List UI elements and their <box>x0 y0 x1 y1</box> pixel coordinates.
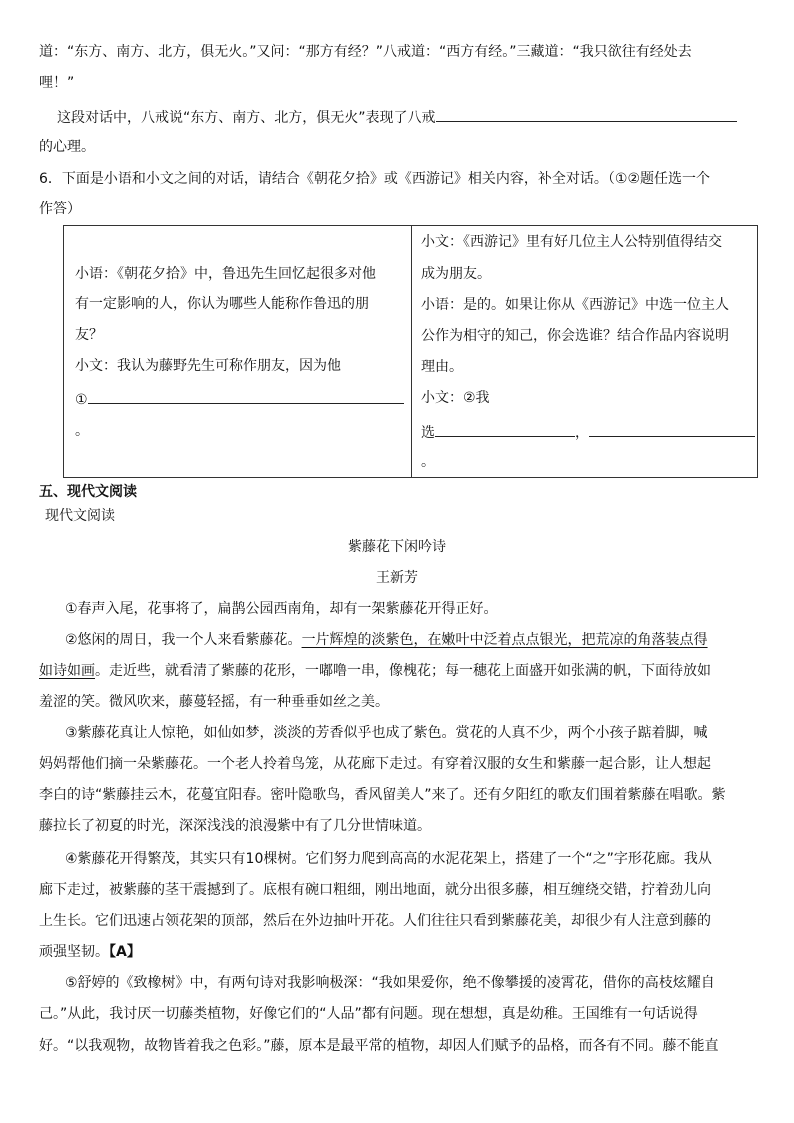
article-author: 王新芳 <box>376 570 418 586</box>
q5-prompt <box>57 106 737 128</box>
p2-text-2: 。走近些，就看清了紫藤的花形，一嘟噜一串，像槐花；每一穗花上面盛开如张满的帆，下面待放如 <box>95 663 711 679</box>
q6-question-line-2: 作答） <box>39 201 81 217</box>
right-cell-answer-2 <box>421 421 755 443</box>
right-cell-line-6: 小文：②我 <box>421 390 490 406</box>
paragraph-4-line-2: 廊下走过，被紫藤的茎干震撼到了。底根有碗口粗细，刚出地面，就分出很多藤，相互缠绕交错，拧着劲儿向 <box>39 882 711 898</box>
answer-2-choice-blank[interactable] <box>435 421 575 437</box>
paragraph-4-line-1: ④紫藤花开得繁茂，其实只有10棵树。它们努力爬到高高的水泥花架上，搭建了一个“之”字形花廊。我从 <box>65 851 712 867</box>
section-subheading: 现代文阅读 <box>45 508 115 524</box>
right-cell-line-4: 公作为相守的知己，你会选谁？结合作品内容说明 <box>421 328 729 344</box>
q5-text-line-2: 哩！” <box>39 75 75 91</box>
blank-marker-a: 【A】 <box>109 944 141 960</box>
article-title: 紫藤花下闲吟诗 <box>348 539 446 555</box>
paragraph-3-line-1: ③紫藤花真让人惊艳，如仙如梦，淡淡的芳香似乎也成了紫色。赏花的人真不少，两个小孩子踮着脚，喊 <box>65 725 708 741</box>
q5-prompt-text: 这段对话中，八戒说“东方、南方、北方，俱无火”表现了八戒 <box>57 110 436 126</box>
paragraph-2-line-2 <box>39 661 711 681</box>
left-cell-line-1: 小语：《朝花夕拾》中，鲁迅先生回忆起很多对他 <box>75 266 376 282</box>
p2-underlined-end: 如诗如画 <box>39 663 95 679</box>
paragraph-5-line-2: 己。”从此，我讨厌一切藤类植物，好像它们的“人品”都有问题。现在想想，真是幼稚。王国维有一句话说得 <box>39 1006 698 1022</box>
comma: ， <box>575 425 589 441</box>
q6-question-line-1: 6．下面是小语和小文之间的对话，请结合《朝花夕拾》或《西游记》相关内容，补全对话。（①②题任选一个 <box>39 171 711 187</box>
paragraph-5-line-3: 好。“以我观物，故物皆着我之色彩。”藤，原本是最平常的植物，却因人们赋予的品格，而各有不同。藤不能直 <box>39 1038 719 1054</box>
left-cell-end: 。 <box>75 423 89 439</box>
answer-2-reason-blank[interactable] <box>589 421 755 437</box>
circled-one-label: ① <box>75 392 88 408</box>
paragraph-2-line-3: 羞涩的笑。微风吹来，藤蔓轻摇，有一种垂垂如丝之美。 <box>39 694 389 710</box>
left-cell-line-2: 有一定影响的人，你认为哪些人能称作鲁迅的朋 <box>75 296 369 312</box>
right-cell-line-5: 理由。 <box>421 359 463 375</box>
left-cell-answer-1 <box>75 388 404 410</box>
left-cell-line-4: 小文：我认为藤野先生可称作朋友，因为他 <box>75 358 341 374</box>
table-divider <box>411 226 412 477</box>
q5-prompt-end: 的心理。 <box>39 139 95 155</box>
p2-text: ②悠闲的周日，我一个人来看紫藤花。 <box>65 632 302 648</box>
q5-text-line-1: 道：“东方、南方、北方，俱无火。”又问：“那方有经？”八戒道：“西方有经。”三藏道：“我只欲往有经处去 <box>39 44 692 60</box>
right-cell-end: 。 <box>421 454 435 470</box>
paragraph-2-line-1 <box>65 630 708 650</box>
q5-answer-blank[interactable] <box>436 106 737 122</box>
paragraph-3-line-4: 藤拉长了初夏的时光，深深浅浅的浪漫紫中有了几分世情味道。 <box>39 818 431 834</box>
paragraph-5-line-1: ⑤舒婷的《致橡树》中，有两句诗对我影响极深：“我如果爱你，绝不像攀援的凌霄花，借你的高枝炫耀自 <box>65 975 715 991</box>
right-cell-line-3: 小语：是的。如果让你从《西游记》中选一位主人 <box>421 297 729 313</box>
paragraph-3-line-2: 妈妈帮他们摘一朵紫藤花。一个老人拎着鸟笼，从花廊下走过。有穿着汉服的女生和紫藤一起合影，让人想起 <box>39 756 711 772</box>
section-heading: 五、现代文阅读 <box>39 484 137 500</box>
p4-text: 顽强坚韧。 <box>39 944 109 960</box>
right-cell-line-2: 成为朋友。 <box>421 266 491 282</box>
right-cell-line-1: 小文：《西游记》里有好几位主人公特别值得结交 <box>421 234 722 250</box>
paragraph-3-line-3: 李白的诗“紫藤挂云木，花蔓宜阳春。密叶隐歌鸟，香风留美人”来了。还有夕阳红的歌友们围着紫藤在唱歌。紫 <box>39 787 726 803</box>
paragraph-4-line-4 <box>39 942 141 962</box>
answer-1-blank[interactable] <box>88 388 404 404</box>
p2-underlined-sentence: 一片辉煌的淡紫色，在嫩叶中泛着点点银光，把荒凉的角落装点得 <box>301 632 708 648</box>
choose-label: 选 <box>421 425 435 441</box>
left-cell-line-3: 友？ <box>75 327 103 343</box>
paragraph-4-line-3: 上生长。它们迅速占领花架的顶部，然后在外边抽叶开花。人们往往只看到紫藤花美，却很少有人注意到藤的 <box>39 913 711 929</box>
paragraph-1: ①春声入尾，花事将了，扁鹊公园西南角，却有一架紫藤花开得正好。 <box>65 601 498 617</box>
